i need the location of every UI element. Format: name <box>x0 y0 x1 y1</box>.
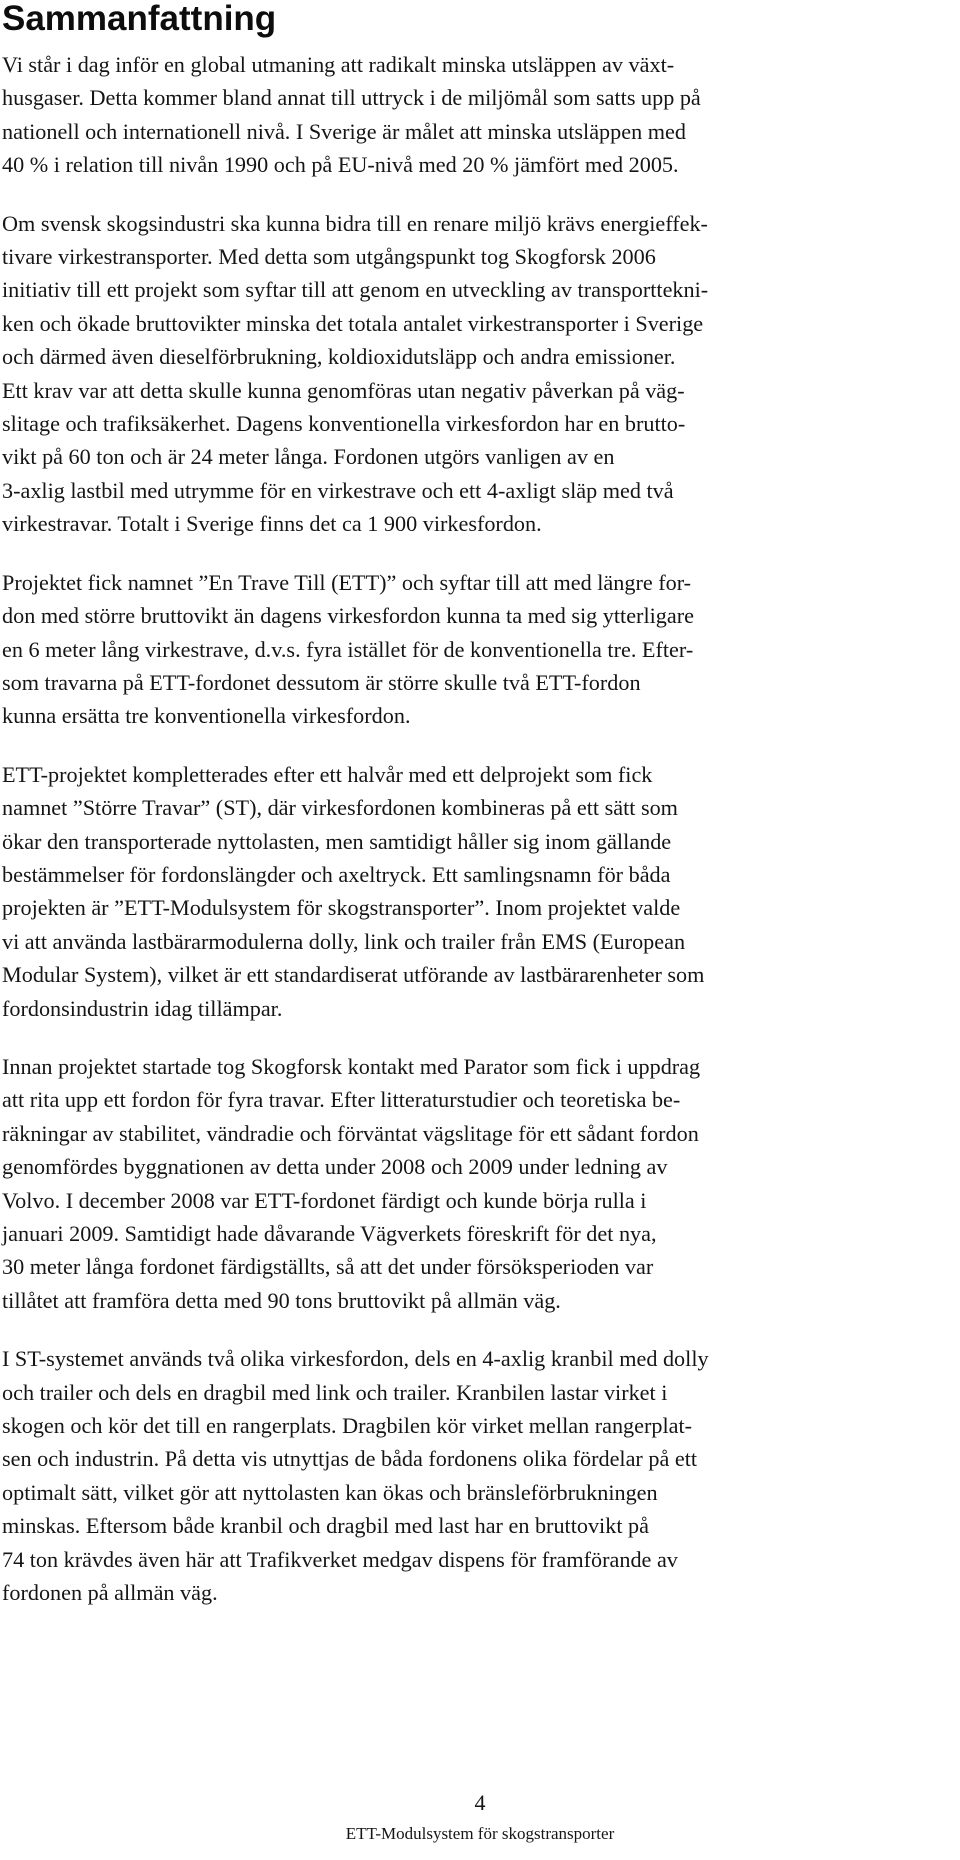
paragraph-line: namnet ”Större Travar” (ST), där virkesfordonen kombineras på ett sätt som <box>2 795 678 821</box>
paragraph-line: sen och industrin. På detta vis utnyttjas de båda fordonens olika fördelar på ett <box>2 1446 698 1472</box>
paragraph <box>2 207 954 541</box>
paragraph-line: slitage och trafiksäkerhet. Dagens konventionella virkesfordon har en brutto- <box>2 411 686 437</box>
paragraph-line: genomfördes byggnationen av detta under 2008 och 2009 under ledning av <box>2 1154 668 1180</box>
paragraph-line: skogen och kör det till en rangerplats. Dragbilen kör virket mellan rangerplat- <box>2 1413 693 1439</box>
paragraph-line: Ett krav var att detta skulle kunna genomföras utan negativ påverkan på väg- <box>2 377 685 403</box>
paragraph-line: husgaser. Detta kommer bland annat till uttryck i de miljömål som satts upp på <box>2 85 701 111</box>
paragraph <box>2 48 954 182</box>
paragraph-line: Om svensk skogsindustri ska kunna bidra till en renare miljö krävs energieffek- <box>2 210 708 236</box>
paragraph-line: att rita upp ett fordon för fyra travar. Efter litteraturstudier och teoretiska be- <box>2 1087 681 1113</box>
paragraph-line: Innan projektet startade tog Skogforsk kontakt med Parator som fick i uppdrag <box>2 1053 701 1079</box>
paragraph-line: ETT-projektet kompletterades efter ett halvår med ett delprojekt som fick <box>2 761 653 787</box>
paragraph-line: tivare virkestransporter. Med detta som utgångspunkt tog Skogforsk 2006 <box>2 244 656 270</box>
paragraph-line: tillåtet att framföra detta med 90 tons bruttovikt på allmän väg. <box>2 1287 561 1313</box>
paragraph-line: och trailer och dels en dragbil med link och trailer. Kranbilen lastar virket i <box>2 1379 668 1405</box>
paragraph <box>2 758 954 1025</box>
paragraph-line: Projektet fick namnet ”En Trave Till (ETT)” och syftar till att med längre for- <box>2 569 692 595</box>
paragraph-line: 40 % i relation till nivån 1990 och på EU-nivå med 20 % jämfört med 2005. <box>2 152 679 178</box>
paragraph-line: Modular System), vilket är ett standardiserat utförande av lastbärarenheter som <box>2 962 705 988</box>
paragraph-line: nationell och internationell nivå. I Sverige är målet att minska utsläppen med <box>2 118 686 144</box>
paragraph-line: fordonsindustrin idag tillämpar. <box>2 995 283 1021</box>
paragraph-line: räkningar av stabilitet, vändradie och förväntat vägslitage för ett sådant fordon <box>2 1120 699 1146</box>
paragraph <box>2 1342 954 1609</box>
footer-document-title: ETT-Modulsystem för skogstransporter <box>345 1824 615 1843</box>
paragraph <box>2 566 954 733</box>
paragraph-line: ökar den transporterade nyttolasten, men samtidigt håller sig inom gällande <box>2 828 672 854</box>
paragraph-line: januari 2009. Samtidigt hade dåvarande Vägverkets föreskrift för det nya, <box>2 1221 657 1246</box>
paragraph-line: don med större bruttovikt än dagens virkesfordon kunna ta med sig ytterligare <box>2 603 694 629</box>
paragraph-line: som travarna på ETT-fordonet dessutom är större skulle två ETT-fordon <box>2 669 641 695</box>
paragraph-line: vikt på 60 ton och är 24 meter långa. Fordonen utgörs vanligen av en <box>2 444 615 470</box>
paragraph-line: vi att använda lastbärarmodulerna dolly, link och trailer från EMS (European <box>2 928 686 954</box>
page-footer <box>0 1789 960 1845</box>
paragraph-line: initiativ till ett projekt som syftar till att genom en utveckling av transporttekni- <box>2 277 709 303</box>
paragraph-line: Vi står i dag inför en global utmaning att radikalt minska utsläppen av växt- <box>2 52 675 77</box>
paragraph-line: och därmed även dieselförbrukning, koldioxidutsläpp och andra emissioner. <box>2 344 676 370</box>
paragraph-line: 30 meter långa fordonet färdigställts, så att det under försöksperioden var <box>2 1254 654 1280</box>
paragraph-line: I ST-systemet används två olika virkesfordon, dels en 4-axlig kranbil med dolly <box>2 1346 709 1372</box>
paragraph-line: Volvo. I december 2008 var ETT-fordonet färdigt och kunde börja rulla i <box>2 1187 647 1213</box>
paragraph-line: minskas. Eftersom både kranbil och dragbil med last har en bruttovikt på <box>2 1513 649 1539</box>
paragraph-line: virkestravar. Totalt i Sverige finns det ca 1 900 virkesfordon. <box>2 511 542 537</box>
paragraph-line: kunna ersätta tre konventionella virkesfordon. <box>2 703 411 729</box>
paragraph-line: projekten är ”ETT-Modulsystem för skogstransporter”. Inom projektet valde <box>2 895 681 921</box>
page-number: 4 <box>474 1790 486 1815</box>
paragraph-line: ken och ökade bruttovikter minska det totala antalet virkestransporter i Sverige <box>2 310 704 336</box>
paragraph-line: en 6 meter lång virkestrave, d.v.s. fyra istället för de konventionella tre. Efter- <box>2 636 694 662</box>
paragraph-line: 3-axlig lastbil med utrymme för en virkestrave och ett 4-axligt släp med två <box>2 477 674 503</box>
section-heading: Sammanfattning <box>2 0 277 38</box>
paragraph-line: fordonen på allmän väg. <box>2 1580 218 1606</box>
paragraph-line: 74 ton krävdes även här att Trafikverket medgav dispens för framförande av <box>2 1546 678 1572</box>
paragraph <box>2 1050 954 1317</box>
paragraph-line: bestämmelser för fordonslängder och axeltryck. Ett samlingsnamn för båda <box>2 861 671 887</box>
paragraph-line: optimalt sätt, vilket gör att nyttolasten kan ökas och bränsleförbrukningen <box>2 1479 658 1505</box>
summary-body <box>2 48 954 1634</box>
